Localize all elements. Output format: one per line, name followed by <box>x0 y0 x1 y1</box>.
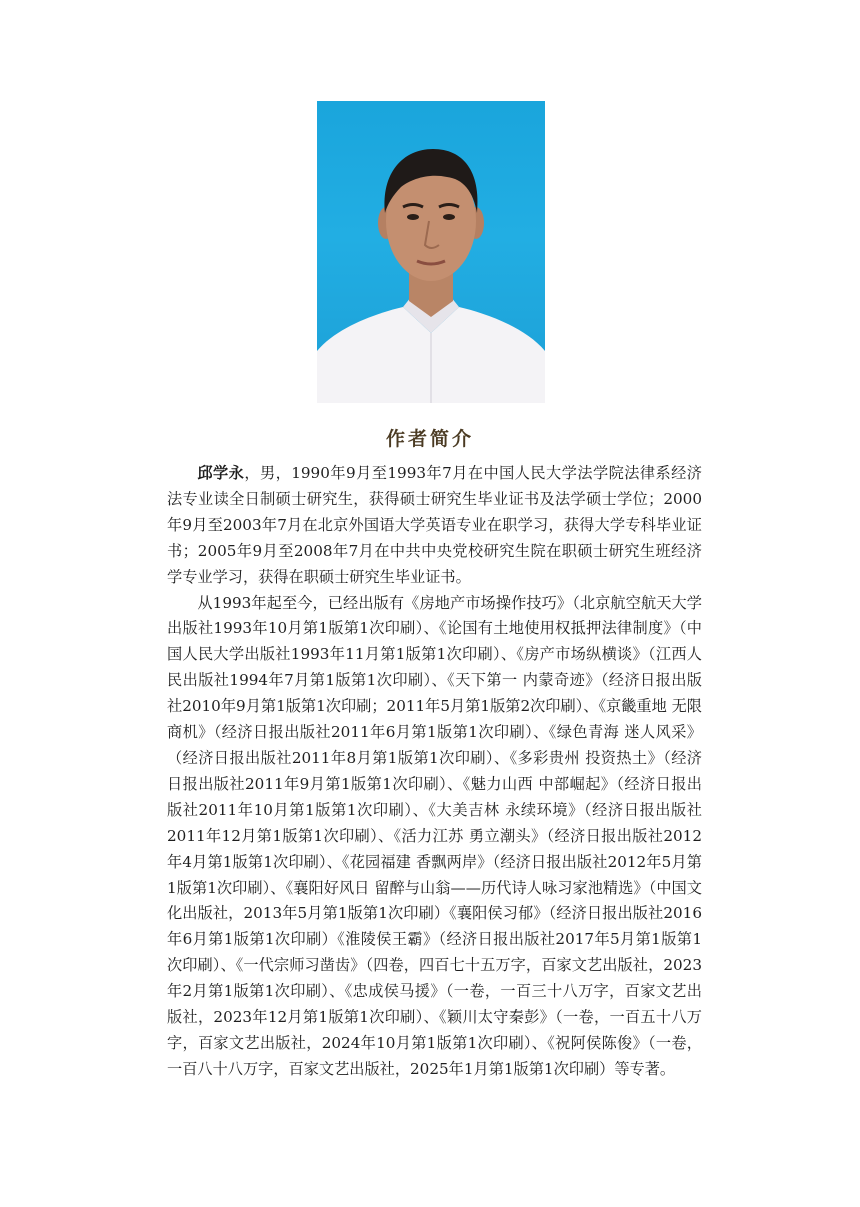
author-bio <box>167 461 702 1083</box>
author-portrait-icon <box>317 101 545 403</box>
bio-education-text: ，男，1990年9月至1993年7月在中国人民大学法学院法律系经济法专业读全日制硕士研究生，获得硕士研究生毕业证书及法学硕士学位；2000年9月至2003年7月在北京外国语大学英语专业在职学习，获得大学专科毕业证书；2005年9月至2008年7月在中共中央党校研究生院在职硕士研究生班经济学专业学习，获得在职硕士研究生毕业证书。 <box>167 464 702 586</box>
page-title: 作者简介 <box>385 428 474 450</box>
author-portrait-photo <box>317 101 545 403</box>
bio-paragraph-publications: 从1993年起至今，已经出版有《房地产市场操作技巧》（北京航空航天大学出版社1993年10月第1版第1次印刷）、《论国有土地使用权抵押法律制度》（中国人民大学出版社1993年11月第1版第1次印刷）、《房产市场纵横谈》（江西人民出版社1994年7月第1版第1次印刷）、《天下第一 内蒙奇迹》（经济日报出版社2010年9月第1版第1次印刷；2011年5月第1版第2次印刷）、《京畿重地 无限商机》（经济日报出版社2011年6月第1版第1次印刷）、《绿色青海 迷人风采》（经济日报出版社2011年8月第1版第1次印刷）、《多彩贵州 投资热土》（经济日报出版社2011年9月第1版第1次印刷）、《魅力山西 中部崛起》（经济日报出版社2011年10月第1版第1次印刷）、《大美吉林 永续环境》（经济日报出版社2011年12月第1版第1次印刷）、《活力江苏 勇立潮头》（经济日报出版社2012年4月第1版第1次印刷）、《花园福建 香飘两岸》（经济日报出版社2012年5月第1版第1次印刷）、《襄阳好风日 留醉与山翁——历代诗人咏习家池精选》（中国文化出版社，2013年5月第1版第1次印刷）《襄阳侯习郁》（经济日报出版社2016年6月第1版第1次印刷）《淮陵侯王霸》（经济日报出版社2017年5月第1版第1次印刷）、《一代宗师习凿齿》（四卷，四百七十五万字，百家文艺出版社，2023年2月第1版第1次印刷）、《忠成侯马援》（一卷，一百三十八万字，百家文艺出版社，2023年12月第1版第1次印刷）、《颖川太守秦彭》（一卷，一百五十八万字，百家文艺出版社，2024年10月第1版第1次印刷）、《祝阿侯陈俊》（一卷，一百八十八万字，百家文艺出版社，2025年1月第1版第1次印刷）等专著。 <box>167 593 702 1078</box>
bio-paragraph-education <box>167 461 702 591</box>
author-name: 邱学永 <box>197 464 245 482</box>
